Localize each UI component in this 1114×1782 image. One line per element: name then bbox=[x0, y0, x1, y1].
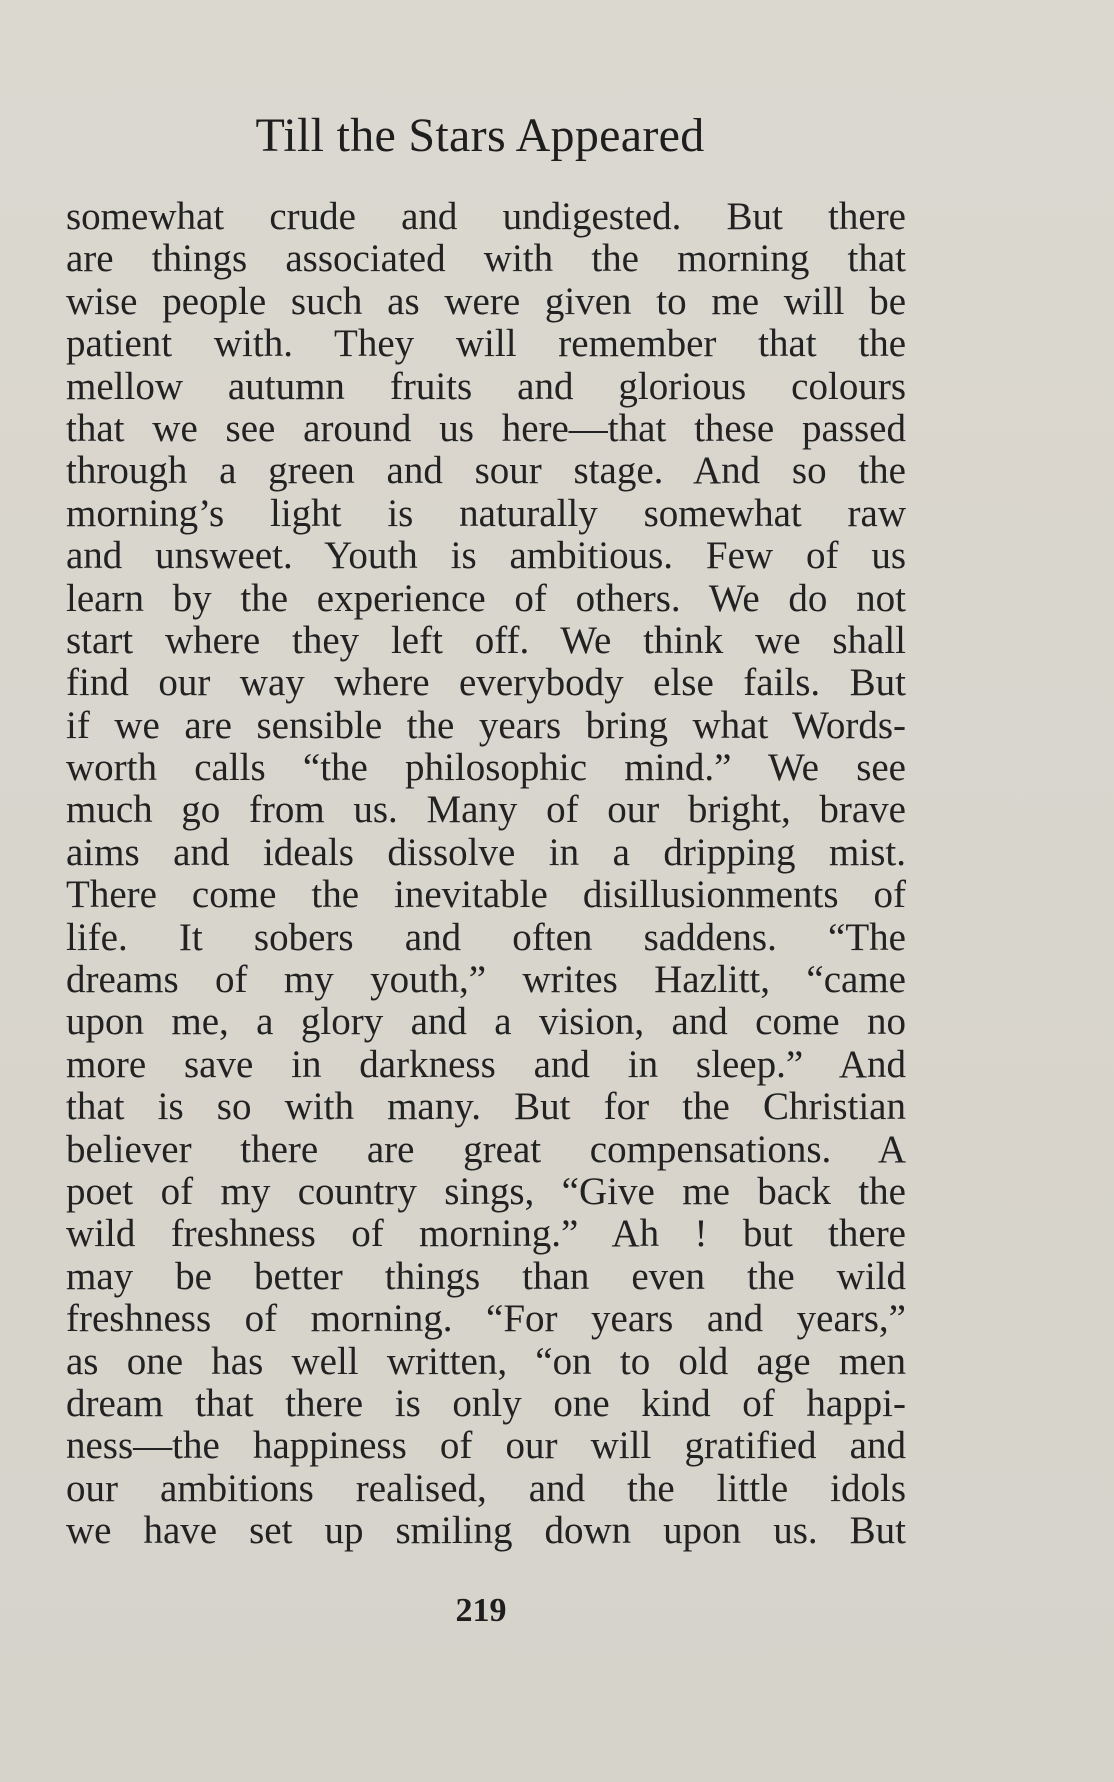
text-line: upon me, a glory and a vision, and come no bbox=[66, 1000, 906, 1044]
text-line: we have set up smiling down upon us. But bbox=[66, 1509, 906, 1553]
text-line: and unsweet. Youth is ambitious. Few of us bbox=[66, 534, 906, 578]
text-line: wild freshness of morning.” Ah ! but there bbox=[66, 1212, 906, 1256]
text-line: more save in darkness and in sleep.” And bbox=[66, 1042, 906, 1086]
text-line: There come the inevitable disillusionments of bbox=[66, 873, 906, 917]
text-line: dream that there is only one kind of happi- bbox=[66, 1381, 906, 1425]
body-text bbox=[66, 196, 906, 1553]
text-line: are things associated with the morning that bbox=[66, 237, 906, 281]
text-line: somewhat crude and undigested. But there bbox=[66, 195, 906, 238]
text-line: learn by the experience of others. We do not bbox=[66, 576, 906, 620]
text-line: through a green and sour stage. And so the bbox=[66, 449, 906, 493]
text-line: dreams of my youth,” writes Hazlitt, “came bbox=[66, 958, 906, 1002]
text-line: as one has well written, “on to old age men bbox=[66, 1339, 906, 1383]
text-line: ness—the happiness of our will gratified and bbox=[66, 1424, 906, 1468]
text-line: if we are sensible the years bring what Words- bbox=[66, 703, 906, 747]
text-line: believer there are great compensations. A bbox=[66, 1127, 906, 1171]
text-line: patient with. They will remember that the bbox=[66, 322, 906, 366]
text-line: freshness of morning. “For years and years,” bbox=[66, 1297, 906, 1341]
text-line: our ambitions realised, and the little idols bbox=[66, 1466, 906, 1510]
text-line: worth calls “the philosophic mind.” We see bbox=[66, 746, 906, 790]
text-line: poet of my country sings, “Give me back the bbox=[66, 1169, 906, 1213]
text-line: that we see around us here—that these passed bbox=[66, 406, 906, 450]
text-line: life. It sobers and often saddens. “The bbox=[66, 915, 906, 959]
text-line: much go from us. Many of our bright, brave bbox=[66, 788, 906, 832]
text-line: morning’s light is naturally somewhat raw bbox=[66, 491, 906, 535]
running-title: Till the Stars Appeared bbox=[255, 109, 705, 162]
text-line: that is so with many. But for the Christian bbox=[66, 1085, 906, 1129]
text-line: mellow autumn fruits and glorious colours bbox=[66, 364, 906, 408]
text-line: start where they left off. We think we shall bbox=[66, 618, 906, 662]
text-line: aims and ideals dissolve in a dripping mist. bbox=[66, 830, 906, 874]
text-line: find our way where everybody else fails. But bbox=[66, 661, 906, 705]
page-number: 219 bbox=[455, 1592, 507, 1629]
text-line: wise people such as were given to me will be bbox=[66, 279, 906, 323]
text-line: may be better things than even the wild bbox=[66, 1254, 906, 1298]
